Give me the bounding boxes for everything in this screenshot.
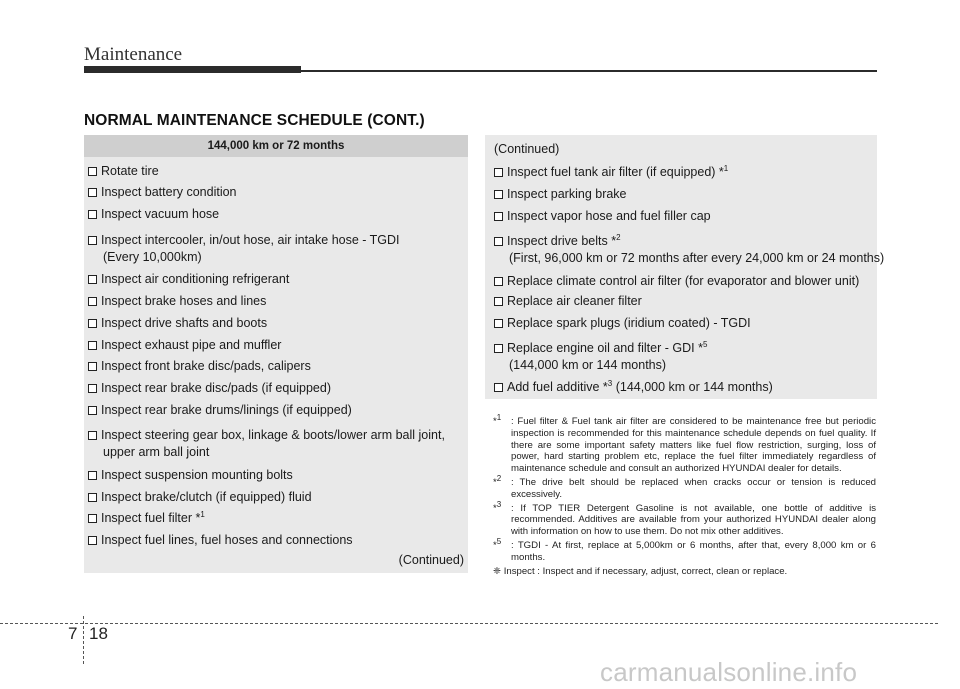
- checkbox-icon: [88, 188, 97, 197]
- checklist-item: Inspect rear brake disc/pads (if equipped): [88, 380, 331, 397]
- checkbox-icon: [88, 471, 97, 480]
- interval-heading: 144,000 km or 72 months: [84, 135, 468, 157]
- inspect-note: ❈ Inspect : Inspect and if necessary, adjust, correct, clean or replace.: [493, 565, 788, 577]
- checklist-item: Inspect intercooler, in/out hose, air intake hose - TGDI (Every 10,000km): [88, 232, 400, 265]
- checkbox-icon: [88, 536, 97, 545]
- checklist-item: Inspect fuel tank air filter (if equipped) *$^1$: [494, 164, 728, 181]
- checkbox-icon: [494, 297, 503, 306]
- left-schedule-panel: [84, 135, 468, 573]
- item-subnote: (First, 96,000 km or 72 months after every 24,000 km or 24 months): [509, 250, 885, 265]
- checklist-item: Inspect rear brake drums/linings (if equipped): [88, 402, 352, 419]
- checklist-item: Inspect drive belts *$^2$ (First, 96,000 km or 72 months after every 24,000 km or 24 months): [494, 233, 884, 266]
- checklist-item: Add fuel additive *$^3$ (144,000 km or 144 months): [494, 379, 773, 396]
- checklist-item: Inspect air conditioning refrigerant: [88, 271, 289, 288]
- checkbox-icon: [88, 362, 97, 371]
- checklist-item: Inspect fuel filter *$^1$: [88, 510, 205, 527]
- checklist-item: Inspect vacuum hose: [88, 206, 219, 223]
- footnote-5: *$^5$ : TGDI - At first, replace at 5,000km or 6 months, after that, every 8,000 km or 6 months.: [493, 536, 876, 563]
- checklist-item: Inspect parking brake: [494, 186, 627, 203]
- checklist-item: Inspect vapor hose and fuel filler cap: [494, 208, 711, 225]
- checkbox-icon: [88, 431, 97, 440]
- checklist-item: Replace engine oil and filter - GDI *$^5$ (144,000 km or 144 months): [494, 340, 707, 373]
- checklist-item: Inspect fuel lines, fuel hoses and connections: [88, 532, 353, 549]
- header-bar: [84, 66, 301, 73]
- continued-label: (Continued): [398, 553, 464, 567]
- checkbox-icon: [88, 493, 97, 502]
- header-title: Maintenance: [84, 44, 183, 65]
- footnotes: [493, 412, 876, 579]
- item-subnote: (Every 10,000km): [103, 249, 202, 264]
- checkbox-icon: [88, 275, 97, 284]
- checklist-item: Inspect suspension mounting bolts: [88, 467, 293, 484]
- checkbox-icon: [494, 344, 503, 353]
- watermark: carmanualsonline.info: [600, 657, 858, 687]
- checkbox-icon: [88, 319, 97, 328]
- page-number: 18: [89, 624, 108, 643]
- checkbox-icon: [88, 341, 97, 350]
- checkbox-icon: [88, 514, 97, 523]
- footnote-1: *$^1$ : Fuel filter & Fuel tank air filter are considered to be maintenance free but periodic inspection is recommended for this maintenance schedule depends on fuel quality. If there are some important safety matters like fuel flow restriction, surging, loss of power, hard starting problem etc, replace the fuel filter immediately regardless of maintenance schedule and consult an authorized HYUNDAI dealer for details.: [493, 412, 876, 475]
- checklist-item: Inspect brake hoses and lines: [88, 293, 266, 310]
- section-title: NORMAL MAINTENANCE SCHEDULE (CONT.): [84, 112, 425, 129]
- checkbox-icon: [494, 237, 503, 246]
- continued-label: (Continued): [494, 142, 560, 156]
- footnote-3: *$^3$ : If TOP TIER Detergent Gasoline is not available, one bottle of additive is recommended. Additives are available from your authorized HYUNDAI dealer along with information on how to use them. Do not mix other additives.: [493, 499, 876, 538]
- checkbox-icon: [494, 277, 503, 286]
- checkbox-icon: [88, 167, 97, 176]
- checklist-item: Rotate tire: [88, 163, 159, 180]
- checklist-item: Inspect drive shafts and boots: [88, 315, 267, 332]
- checklist-item: Inspect battery condition: [88, 184, 237, 201]
- checkbox-icon: [88, 297, 97, 306]
- checkbox-icon: [494, 383, 503, 392]
- item-subnote: upper arm ball joint: [103, 444, 210, 459]
- checklist-item: Inspect front brake disc/pads, calipers: [88, 358, 311, 375]
- checkbox-icon: [88, 406, 97, 415]
- checklist-item: Inspect brake/clutch (if equipped) fluid: [88, 489, 312, 506]
- footer-rule: [0, 623, 938, 624]
- checkbox-icon: [494, 212, 503, 221]
- checklist-item: Replace climate control air filter (for evaporator and blower unit): [494, 273, 859, 290]
- checkbox-icon: [88, 210, 97, 219]
- header-rule: [301, 70, 877, 72]
- checkbox-icon: [88, 384, 97, 393]
- checklist-item: Inspect steering gear box, linkage & boots/lower arm ball joint, upper arm ball joint: [88, 427, 445, 460]
- checkbox-icon: [494, 190, 503, 199]
- item-subnote: (144,000 km or 144 months): [509, 357, 667, 372]
- checklist-item: Replace air cleaner filter: [494, 293, 642, 310]
- chapter-number: 7: [68, 624, 78, 643]
- right-schedule-panel: [485, 135, 885, 399]
- checklist-item: Replace spark plugs (iridium coated) - TGDI: [494, 315, 751, 332]
- checkbox-icon: [88, 236, 97, 245]
- footer-divider: [83, 616, 84, 664]
- footnote-2: *$^2$ : The drive belt should be replaced when cracks occur or tension is reduced excessively.: [493, 473, 876, 500]
- checkbox-icon: [494, 168, 503, 177]
- checkbox-icon: [494, 319, 503, 328]
- checklist-item: Inspect exhaust pipe and muffler: [88, 337, 281, 354]
